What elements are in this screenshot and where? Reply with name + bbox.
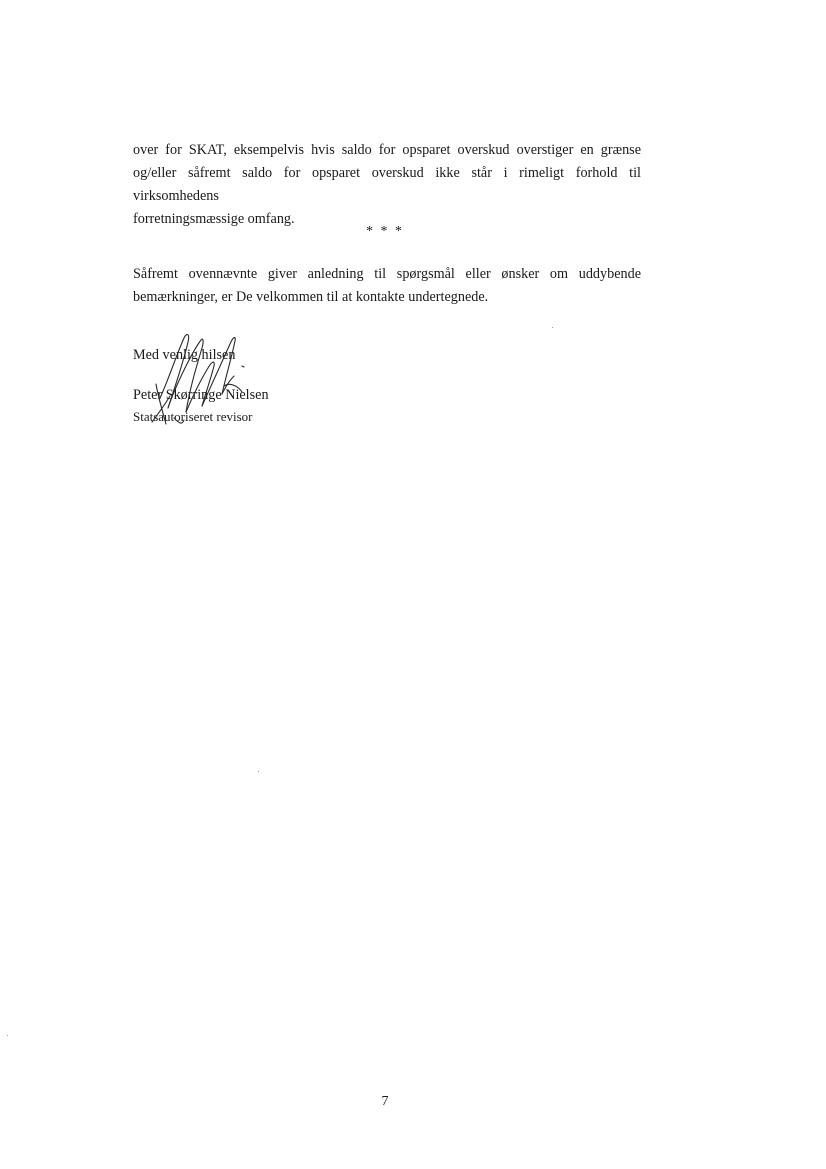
scan-speck [552,327,553,328]
scan-speck [258,771,259,772]
paragraph-line: over for SKAT, eksempelvis hvis saldo for opsparet overskud overstiger en grænse [133,142,641,158]
section-separator: * * * [366,224,404,239]
signer-name: Peter Skørringe Nielsen [133,387,269,403]
paragraph-line: forretningsmæssige omfang. [133,211,295,227]
body-paragraph-1 [133,139,641,231]
handwritten-signature [138,326,258,428]
body-paragraph-2 [133,263,641,309]
page-number: 7 [381,1094,389,1109]
paragraph-line: og/eller såfremt saldo for opsparet overskud ikke står i rimeligt forhold til virksomhedens [133,165,641,204]
closing-greeting: Med venlig hilsen [133,347,236,363]
paragraph-line: Såfremt ovennævnte giver anledning til spørgsmål eller ønsker om uddybende [133,266,641,282]
signer-title: Statsautoriseret revisor [133,409,253,424]
scan-speck [7,1035,8,1036]
paragraph-line: bemærkninger, er De velkommen til at kontakte undertegnede. [133,289,489,305]
